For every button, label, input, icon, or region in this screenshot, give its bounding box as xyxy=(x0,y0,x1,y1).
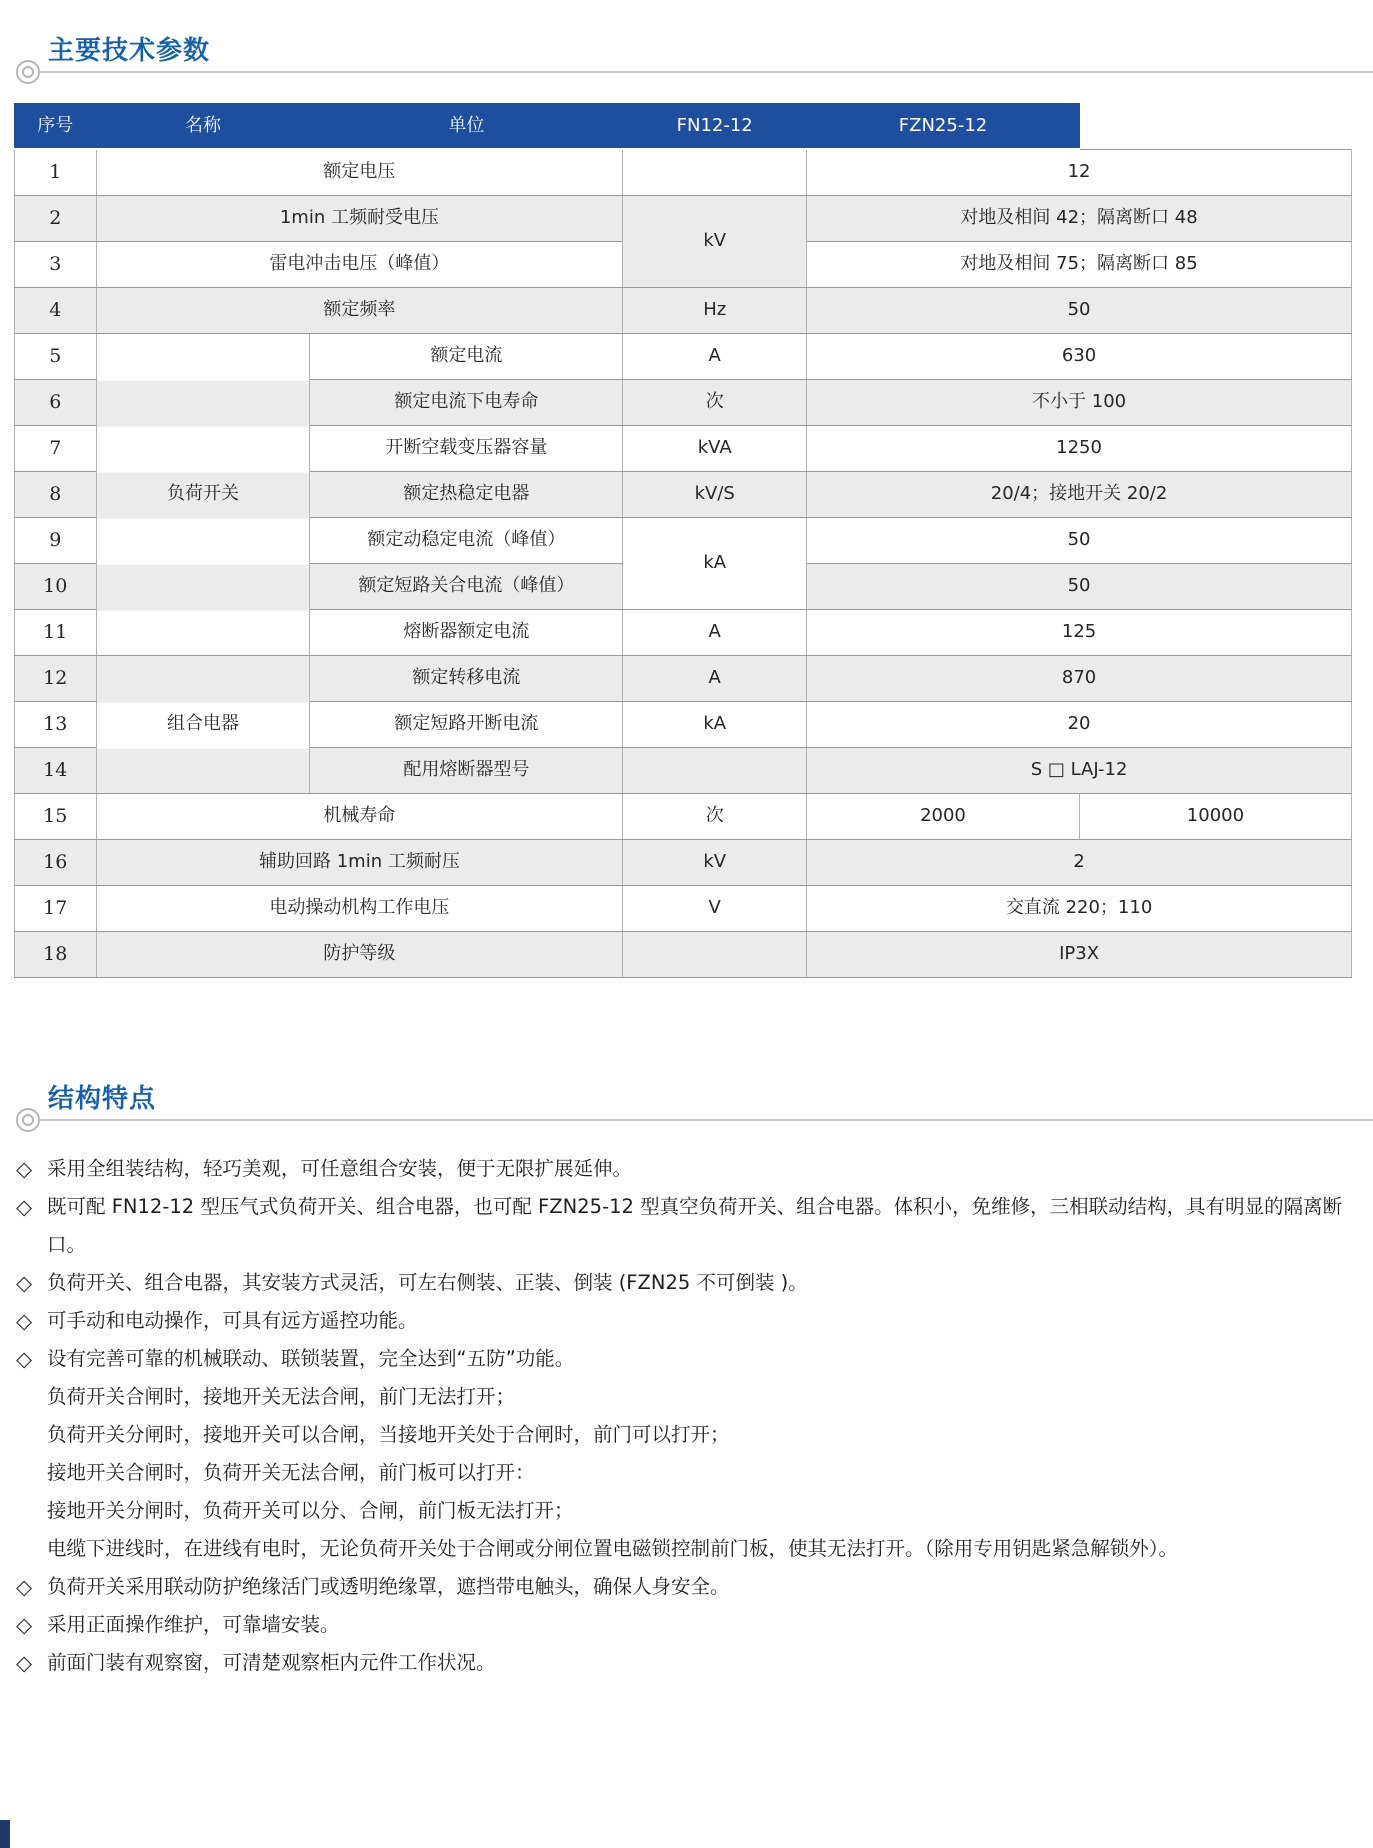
diamond-bullet-icon: ◇ xyxy=(16,1651,33,1675)
value-cell: 12 xyxy=(807,149,1352,196)
feature-text: 采用全组装结构，轻巧美观，可任意组合安装，便于无限扩展延伸。 xyxy=(47,1157,633,1180)
value-cell: IP3X xyxy=(807,932,1352,978)
row-seq: 11 xyxy=(15,610,97,656)
feature-subitem xyxy=(16,1530,1360,1568)
section-divider-line xyxy=(31,1119,1373,1121)
unit-cell: A xyxy=(623,610,807,656)
section-header-parameters xyxy=(0,30,1373,90)
param-name: 防护等级 xyxy=(96,932,623,978)
diamond-bullet-icon: ◇ xyxy=(16,1195,33,1219)
section-header-features xyxy=(0,1078,1373,1138)
table-row xyxy=(15,334,1352,380)
param-name: 额定短路关合电流（峰值） xyxy=(310,564,623,610)
unit-cell: kV xyxy=(623,840,807,886)
param-name: 机械寿命 xyxy=(96,794,623,840)
param-name: 配用熔断器型号 xyxy=(310,748,623,794)
section-title: 主要技术参数 xyxy=(48,36,211,66)
parameters-table-wrap xyxy=(14,103,1352,978)
unit-cell: 次 xyxy=(623,794,807,840)
row-seq: 8 xyxy=(15,472,97,518)
feature-item xyxy=(16,1340,1360,1378)
value-cell: 2 xyxy=(807,840,1352,886)
feature-text: 负荷开关分闸时，接地开关可以合闸，当接地开关处于合闸时，前门可以打开； xyxy=(47,1423,730,1446)
section-title: 结构特点 xyxy=(48,1084,157,1114)
feature-text: 前面门装有观察窗，可清楚观察柜内元件工作状况。 xyxy=(47,1651,496,1674)
row-seq: 4 xyxy=(15,288,97,334)
unit-cell xyxy=(623,932,807,978)
column-header: 名称 xyxy=(96,104,310,150)
row-seq: 3 xyxy=(15,242,97,288)
column-header: FZN25-12 xyxy=(807,104,1080,150)
param-name: 额定短路开断电流 xyxy=(310,702,623,748)
param-name: 辅助回路 1min 工频耐压 xyxy=(96,840,623,886)
feature-text: 可手动和电动操作，可具有远方遥控功能。 xyxy=(47,1309,418,1332)
feature-text: 采用正面操作维护，可靠墙安装。 xyxy=(47,1613,340,1636)
unit-cell: Hz xyxy=(623,288,807,334)
unit-cell: A xyxy=(623,334,807,380)
group-cell: 负荷开关 xyxy=(96,334,310,656)
row-seq: 9 xyxy=(15,518,97,564)
column-header: FN12-12 xyxy=(623,104,807,150)
unit-cell xyxy=(623,748,807,794)
row-seq: 18 xyxy=(15,932,97,978)
feature-text: 接地开关合闸时，负荷开关无法合闸，前门板可以打开： xyxy=(47,1461,535,1484)
feature-subitem xyxy=(16,1416,1360,1454)
column-header: 序号 xyxy=(15,104,97,150)
diamond-bullet-icon: ◇ xyxy=(16,1347,33,1371)
ring-icon xyxy=(16,60,40,84)
row-seq: 10 xyxy=(15,564,97,610)
param-name: 熔断器额定电流 xyxy=(310,610,623,656)
value-cell: 125 xyxy=(807,610,1352,656)
unit-cell: 次 xyxy=(623,380,807,426)
feature-item xyxy=(16,1150,1360,1188)
feature-subitem xyxy=(16,1454,1360,1492)
feature-text: 既可配 FN12-12 型压气式负荷开关、组合电器，也可配 FZN25-12 型真空负荷开关、组合电器。体积小，免维修，三相联动结构，具有明显的隔离断口。 xyxy=(47,1195,1343,1256)
param-name: 额定电压 xyxy=(96,149,623,196)
feature-item xyxy=(16,1606,1360,1644)
feature-text: 负荷开关采用联动防护绝缘活门或透明绝缘罩，遮挡带电触头，确保人身安全。 xyxy=(47,1575,730,1598)
row-seq: 6 xyxy=(15,380,97,426)
features-list xyxy=(16,1150,1360,1682)
parameters-table xyxy=(14,103,1352,978)
section-divider-line xyxy=(31,71,1373,73)
table-body xyxy=(15,149,1352,978)
diamond-bullet-icon: ◇ xyxy=(16,1613,33,1637)
table-row xyxy=(15,886,1352,932)
table-row xyxy=(15,794,1352,840)
table-row xyxy=(15,840,1352,886)
feature-item xyxy=(16,1264,1360,1302)
value-cell: 50 xyxy=(807,518,1352,564)
value-cell: 630 xyxy=(807,334,1352,380)
param-name: 额定动稳定电流（峰值） xyxy=(310,518,623,564)
row-seq: 17 xyxy=(15,886,97,932)
table-row xyxy=(15,656,1352,702)
feature-text: 负荷开关、组合电器，其安装方式灵活，可左右侧装、正装、倒装 (FZN25 不可倒装 )。 xyxy=(47,1271,808,1294)
feature-item xyxy=(16,1302,1360,1340)
feature-item xyxy=(16,1188,1360,1264)
value-cell: 20/4；接地开关 20/2 xyxy=(807,472,1352,518)
param-name: 电动操动机构工作电压 xyxy=(96,886,623,932)
unit-cell: A xyxy=(623,656,807,702)
feature-text: 负荷开关合闸时，接地开关无法合闸，前门无法打开； xyxy=(47,1385,516,1408)
param-name: 雷电冲击电压（峰值） xyxy=(96,242,623,288)
value-cell: S □ LAJ-12 xyxy=(807,748,1352,794)
unit-cell: kV xyxy=(623,196,807,288)
param-name: 额定热稳定电器 xyxy=(310,472,623,518)
value-cell: 对地及相间 75；隔离断口 85 xyxy=(807,242,1352,288)
param-name: 开断空载变压器容量 xyxy=(310,426,623,472)
ring-icon xyxy=(16,1108,40,1132)
param-name: 额定电流 xyxy=(310,334,623,380)
unit-cell: V xyxy=(623,886,807,932)
diamond-bullet-icon: ◇ xyxy=(16,1575,33,1599)
param-name: 额定转移电流 xyxy=(310,656,623,702)
value-cell: 870 xyxy=(807,656,1352,702)
column-header: 单位 xyxy=(310,104,623,150)
value-cell: 1250 xyxy=(807,426,1352,472)
unit-cell xyxy=(623,149,807,196)
row-seq: 7 xyxy=(15,426,97,472)
diamond-bullet-icon: ◇ xyxy=(16,1309,33,1333)
value-cell: 50 xyxy=(807,288,1352,334)
feature-text: 电缆下进线时，在进线有电时，无论负荷开关处于合闸或分闸位置电磁锁控制前门板，使其无法打开。（除用专用钥匙紧急解锁外）。 xyxy=(47,1537,1179,1560)
param-name: 1min 工频耐受电压 xyxy=(96,196,623,242)
unit-cell: kV/S xyxy=(623,472,807,518)
unit-cell: kA xyxy=(623,518,807,610)
row-seq: 2 xyxy=(15,196,97,242)
row-seq: 16 xyxy=(15,840,97,886)
row-seq: 5 xyxy=(15,334,97,380)
value-cell: 50 xyxy=(807,564,1352,610)
feature-item xyxy=(16,1644,1360,1682)
table-row xyxy=(15,196,1352,242)
row-seq: 12 xyxy=(15,656,97,702)
value-cell: 20 xyxy=(807,702,1352,748)
table-row xyxy=(15,932,1352,978)
unit-cell: kVA xyxy=(623,426,807,472)
unit-cell: kA xyxy=(623,702,807,748)
param-name: 额定电流下电寿命 xyxy=(310,380,623,426)
diamond-bullet-icon: ◇ xyxy=(16,1271,33,1295)
table-row xyxy=(15,288,1352,334)
row-seq: 15 xyxy=(15,794,97,840)
feature-text: 设有完善可靠的机械联动、联锁装置，完全达到“五防”功能。 xyxy=(47,1347,575,1370)
value-cell: 交直流 220；110 xyxy=(807,886,1352,932)
row-seq: 1 xyxy=(15,149,97,196)
table-row xyxy=(15,149,1352,196)
page-edge-mark xyxy=(0,1820,10,1848)
row-seq: 13 xyxy=(15,702,97,748)
row-seq: 14 xyxy=(15,748,97,794)
table-head xyxy=(15,104,1352,150)
feature-item xyxy=(16,1568,1360,1606)
value-cell: 不小于 100 xyxy=(807,380,1352,426)
diamond-bullet-icon: ◇ xyxy=(16,1157,33,1181)
value-cell: 对地及相间 42；隔离断口 48 xyxy=(807,196,1352,242)
feature-subitem xyxy=(16,1378,1360,1416)
param-name: 额定频率 xyxy=(96,288,623,334)
feature-text: 接地开关分闸时，负荷开关可以分、合闸，前门板无法打开； xyxy=(47,1499,574,1522)
value-cell: 2000 xyxy=(807,794,1080,840)
table-header-row xyxy=(15,104,1352,150)
value-cell: 10000 xyxy=(1079,794,1351,840)
group-cell: 组合电器 xyxy=(96,656,310,794)
feature-subitem xyxy=(16,1492,1360,1530)
